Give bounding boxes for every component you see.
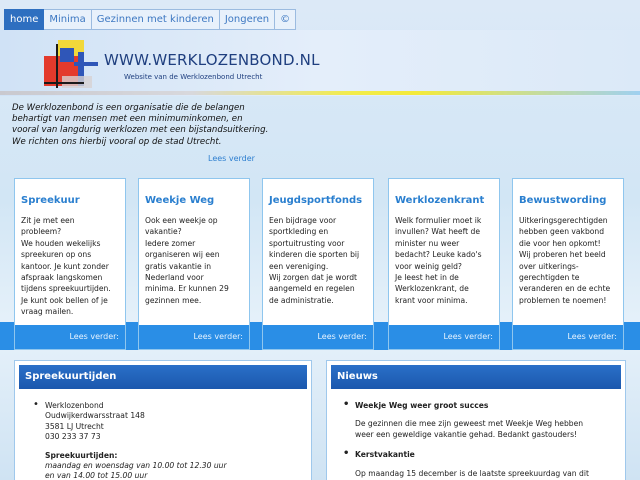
card-read-more-link[interactable]: Lees verder:: [139, 325, 249, 349]
top-nav: [4, 9, 296, 30]
card-line: voor weinig geld?: [395, 261, 462, 271]
news-line: weer een geweldige vakantie gehad. Bedankt gastouders!: [355, 429, 578, 439]
card-jeugdsportfonds: [262, 178, 374, 350]
card-read-more-link[interactable]: Lees verder:: [15, 325, 125, 349]
intro-line: behartigt van mensen met een minimuminkomen, en: [12, 114, 243, 125]
logo-icon: [42, 38, 102, 90]
card-line: Werklozenkrant, de: [395, 284, 469, 294]
card-line: Ook een weekje op: [145, 216, 218, 225]
tab-minima[interactable]: Minima: [44, 9, 91, 30]
card-line: gerechtigden te: [519, 273, 580, 283]
card-read-more-link[interactable]: Lees verder:: [513, 325, 623, 349]
tab-home[interactable]: home: [4, 9, 44, 30]
card-title[interactable]: Werklozenkrant: [395, 195, 485, 206]
card-line: Uitkeringsgerechtigden: [519, 216, 608, 225]
card-line: gezinnen mee.: [145, 295, 202, 305]
card-line: We houden wekelijks: [21, 238, 101, 248]
news-item-text: [341, 419, 617, 440]
phone-number[interactable]: 030 233 37 73: [45, 432, 101, 442]
site-subtitle: Website van de Werklozenbond Utrecht: [124, 73, 263, 81]
panel-title: Spreekuurtijden: [19, 365, 307, 389]
card-weekje-weg: [138, 178, 250, 350]
intro-line: vooral van langdurig werklozen met een bijstandsuitkering.: [12, 125, 269, 136]
panel-body: [341, 401, 617, 480]
card-body: [269, 215, 371, 306]
card-line: Iedere zomer: [145, 238, 196, 248]
card-body: [519, 215, 621, 306]
card-line: hebben geen vakbond: [519, 227, 605, 237]
card-body: [145, 215, 247, 306]
panel-title: Nieuws: [331, 365, 621, 389]
card-line: minister nu weer: [395, 238, 460, 248]
card-line: Wij proberen het beeld: [519, 250, 606, 260]
times-line: maandag en woensdag van 10.00 tot 12.30 uur: [45, 461, 227, 471]
card-line: Je kunt ook bellen of je: [21, 295, 108, 305]
tab-gezinnen-met-kinderen[interactable]: Gezinnen met kinderen: [92, 9, 220, 30]
tab-jongeren[interactable]: Jongeren: [220, 9, 275, 30]
card-line: de administratie.: [269, 295, 334, 305]
spreekuur-panel: [14, 360, 312, 480]
address-line: Oudwijkerdwarsstraat 148: [45, 411, 145, 421]
intro-text: [12, 103, 312, 148]
card-line: probleem?: [21, 227, 62, 237]
card-line: vraag mailen.: [21, 307, 74, 317]
card-line: Een bijdrage voor: [269, 216, 337, 225]
card-line: Welk formulier moet ik: [395, 216, 482, 225]
address-line: • Werklozenbond: [45, 401, 104, 410]
card-line: organiseren wij een: [145, 250, 220, 260]
header-divider: [0, 91, 640, 95]
news-panel: [326, 360, 626, 480]
card-body: [395, 215, 497, 306]
news-line: De gezinnen die mee zijn geweest met Weekje Weg hebben: [355, 419, 584, 429]
card-spreekuur: [14, 178, 126, 350]
card-line: een vereniging.: [269, 261, 329, 271]
news-line: Op maandag 15 december is de laatste spreekuurdag van dit: [355, 468, 589, 478]
news-item-heading[interactable]: • Kerstvakantie: [341, 450, 617, 460]
card-line: Nederland voor: [145, 273, 204, 283]
card-line: aangemeld en regelen: [269, 284, 355, 294]
card-werklozenkrant: [388, 178, 500, 350]
times-label: Spreekuurtijden:: [45, 450, 118, 460]
card-title[interactable]: Spreekuur: [21, 195, 80, 206]
card-line: Zit je met een: [21, 216, 75, 225]
news-item-heading[interactable]: • Weekje Weg weer groot succes: [341, 401, 617, 411]
card-bewustwording: [512, 178, 624, 350]
tab-copyright[interactable]: ©: [275, 9, 296, 30]
card-line: spreekuren op ons: [21, 250, 92, 260]
card-body: [21, 215, 123, 318]
card-line: kantoor. Je kunt zonder: [21, 261, 109, 271]
card-line: sportuitrusting voor: [269, 238, 345, 248]
card-line: krant voor minima.: [395, 295, 468, 305]
address-block: [31, 401, 303, 480]
card-line: kinderen die sporten bij: [269, 250, 360, 260]
card-line: bedacht? Leuke kado's: [395, 250, 482, 260]
card-line: die voor hen opkomt!: [519, 238, 601, 248]
news-item-text: [341, 469, 617, 479]
card-read-more-link[interactable]: Lees verder:: [389, 325, 499, 349]
intro-read-more-link[interactable]: Lees verder: [208, 154, 255, 163]
card-line: gratis vakantie in: [145, 261, 212, 271]
times-line: en van 14.00 tot 15.00 uur: [45, 471, 148, 480]
card-read-more-link[interactable]: Lees verder:: [263, 325, 373, 349]
card-title[interactable]: Bewustwording: [519, 195, 607, 206]
card-line: Je leest het in de: [395, 273, 459, 283]
card-line: problemen te noemen!: [519, 295, 607, 305]
panel-body: [31, 401, 303, 480]
card-line: over uitkerings-: [519, 261, 579, 271]
intro-line: De Werklozenbond is een organisatie die de belangen: [12, 103, 245, 113]
site-title[interactable]: WWW.WERKLOZENBOND.NL: [104, 51, 320, 69]
card-line: vakantie?: [145, 227, 182, 237]
card-line: veranderen en de echte: [519, 284, 611, 294]
address-line: 3581 LJ Utrecht: [45, 421, 104, 431]
card-title[interactable]: Jeugdsportfonds: [269, 195, 363, 206]
card-line: tijdens spreekuurtijden.: [21, 284, 111, 294]
card-title[interactable]: Weekje Weg: [145, 195, 215, 206]
card-line: Wij zorgen dat je wordt: [269, 273, 358, 283]
card-line: sportkleding en: [269, 227, 329, 237]
card-line: invullen? Wat heeft de: [395, 227, 481, 237]
intro-line: We richten ons hierbij vooral op de stad Utrecht.: [12, 136, 222, 147]
card-line: minima. Er kunnen 29: [145, 284, 229, 294]
card-line: afspraak langskomen: [21, 273, 103, 283]
